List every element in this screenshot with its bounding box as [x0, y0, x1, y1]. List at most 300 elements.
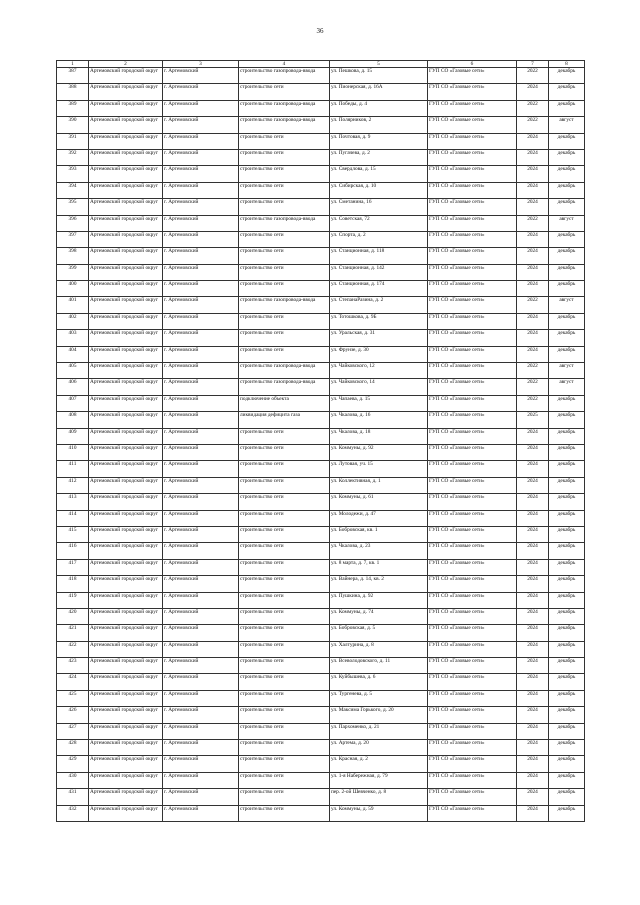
- row-number: 413: [57, 494, 89, 510]
- settlement-cell: г. Артемовский: [163, 281, 239, 297]
- organization-cell: ГУП СО «Газовые сети»: [428, 592, 517, 608]
- row-number: 395: [57, 199, 89, 215]
- work-type-cell: строительство сети: [239, 313, 330, 329]
- organization-cell: ГУП СО «Газовые сети»: [428, 281, 517, 297]
- month-cell: декабрь: [549, 543, 585, 559]
- settlement-cell: г. Артемовский: [163, 444, 239, 460]
- table-row: [57, 346, 585, 362]
- table-row: [57, 789, 585, 805]
- month-cell: декабрь: [549, 494, 585, 510]
- district-cell: Артемовский городской округ: [89, 658, 163, 674]
- table-body: [57, 68, 585, 822]
- work-type-cell: строительство газопровода-ввода: [239, 68, 330, 84]
- month-cell: декабрь: [549, 789, 585, 805]
- district-cell: Артемовский городской округ: [89, 379, 163, 395]
- district-cell: Артемовский городской округ: [89, 395, 163, 411]
- district-cell: Артемовский городской округ: [89, 707, 163, 723]
- table-row: [57, 592, 585, 608]
- month-cell: декабрь: [549, 592, 585, 608]
- organization-cell: ГУП СО «Газовые сети»: [428, 231, 517, 247]
- row-number: 416: [57, 543, 89, 559]
- address-cell: ул. Всеволодовского, д. 11: [330, 658, 428, 674]
- table-row: [57, 543, 585, 559]
- table-row: [57, 330, 585, 346]
- table-row: [57, 723, 585, 739]
- table-row: [57, 477, 585, 493]
- district-cell: Артемовский городской округ: [89, 543, 163, 559]
- organization-cell: ГУП СО «Газовые сети»: [428, 313, 517, 329]
- district-cell: Артемовский городской округ: [89, 510, 163, 526]
- district-cell: Артемовский городской округ: [89, 330, 163, 346]
- month-cell: декабрь: [549, 412, 585, 428]
- month-cell: декабрь: [549, 608, 585, 624]
- table-row: [57, 248, 585, 264]
- district-cell: Артемовский городской округ: [89, 461, 163, 477]
- work-type-cell: строительство сети: [239, 231, 330, 247]
- row-number: 410: [57, 444, 89, 460]
- work-type-cell: строительство сети: [239, 576, 330, 592]
- district-cell: Артемовский городской округ: [89, 592, 163, 608]
- district-cell: Артемовский городской округ: [89, 281, 163, 297]
- row-number: 432: [57, 805, 89, 821]
- column-header: 4: [239, 61, 330, 68]
- address-cell: ул. Спорта, д. 2: [330, 231, 428, 247]
- column-header: 3: [163, 61, 239, 68]
- year-cell: 2024: [517, 166, 549, 182]
- column-header: 1: [57, 61, 89, 68]
- district-cell: Артемовский городской округ: [89, 215, 163, 231]
- year-cell: 2022: [517, 68, 549, 84]
- organization-cell: ГУП СО «Газовые сети»: [428, 199, 517, 215]
- district-cell: Артемовский городской округ: [89, 789, 163, 805]
- district-cell: Артемовский городской округ: [89, 149, 163, 165]
- table-row: [57, 68, 585, 84]
- address-cell: ул. Красная, д. 2: [330, 756, 428, 772]
- month-cell: август: [549, 363, 585, 379]
- address-cell: ул. Чкалова, д. 23: [330, 543, 428, 559]
- row-number: 418: [57, 576, 89, 592]
- row-number: 422: [57, 641, 89, 657]
- row-number: 396: [57, 215, 89, 231]
- row-number: 393: [57, 166, 89, 182]
- district-cell: Артемовский городской округ: [89, 363, 163, 379]
- work-type-cell: строительство сети: [239, 658, 330, 674]
- year-cell: 2022: [517, 395, 549, 411]
- work-type-cell: строительство сети: [239, 756, 330, 772]
- address-cell: ул. Чкалова, д. 18: [330, 428, 428, 444]
- district-cell: Артемовский городской округ: [89, 428, 163, 444]
- table-row: [57, 182, 585, 198]
- row-number: 404: [57, 346, 89, 362]
- year-cell: 2024: [517, 330, 549, 346]
- work-type-cell: строительство сети: [239, 805, 330, 821]
- address-cell: ул. Сметанина, 16: [330, 199, 428, 215]
- address-cell: ул. Станционная, д. 174: [330, 281, 428, 297]
- address-cell: ул. Тургенева, д. 5: [330, 690, 428, 706]
- address-cell: ул. Коммуны, д. 61: [330, 494, 428, 510]
- settlement-cell: г. Артемовский: [163, 740, 239, 756]
- settlement-cell: г. Артемовский: [163, 805, 239, 821]
- month-cell: декабрь: [549, 149, 585, 165]
- column-header: 7: [517, 61, 549, 68]
- district-cell: Артемовский городской округ: [89, 772, 163, 788]
- organization-cell: ГУП СО «Газовые сети»: [428, 674, 517, 690]
- settlement-cell: г. Артемовский: [163, 658, 239, 674]
- year-cell: 2024: [517, 133, 549, 149]
- year-cell: 2024: [517, 477, 549, 493]
- address-cell: ул. Пушкина, д. 92: [330, 592, 428, 608]
- address-cell: ул. Вайнера, д. 14, кв. 2: [330, 576, 428, 592]
- work-type-cell: строительство сети: [239, 428, 330, 444]
- table-row: [57, 641, 585, 657]
- settlement-cell: г. Артемовский: [163, 215, 239, 231]
- table-row: [57, 281, 585, 297]
- district-cell: Артемовский городской округ: [89, 477, 163, 493]
- address-cell: ул. Полярников, 2: [330, 117, 428, 133]
- settlement-cell: г. Артемовский: [163, 461, 239, 477]
- table-row: [57, 444, 585, 460]
- work-type-cell: строительство сети: [239, 608, 330, 624]
- column-header: 5: [330, 61, 428, 68]
- organization-cell: ГУП СО «Газовые сети»: [428, 740, 517, 756]
- address-cell: ул. Чайковского, 12: [330, 363, 428, 379]
- organization-cell: ГУП СО «Газовые сети»: [428, 625, 517, 641]
- month-cell: декабрь: [549, 707, 585, 723]
- address-cell: ул. Пархоменко, д. 21: [330, 723, 428, 739]
- month-cell: декабрь: [549, 199, 585, 215]
- organization-cell: ГУП СО «Газовые сети»: [428, 166, 517, 182]
- table-row: [57, 805, 585, 821]
- address-cell: ул. Сибирская, д. 10: [330, 182, 428, 198]
- district-cell: Артемовский городской округ: [89, 100, 163, 116]
- page-number: 36: [316, 27, 324, 35]
- table-row: [57, 576, 585, 592]
- table-row: [57, 494, 585, 510]
- year-cell: 2024: [517, 510, 549, 526]
- district-cell: Артемовский городской округ: [89, 805, 163, 821]
- work-type-cell: строительство сети: [239, 625, 330, 641]
- row-number: 421: [57, 625, 89, 641]
- district-cell: Артемовский городской округ: [89, 723, 163, 739]
- row-number: 397: [57, 231, 89, 247]
- month-cell: декабрь: [549, 576, 585, 592]
- organization-cell: ГУП СО «Газовые сети»: [428, 772, 517, 788]
- month-cell: декабрь: [549, 68, 585, 84]
- organization-cell: ГУП СО «Газовые сети»: [428, 133, 517, 149]
- row-number: 430: [57, 772, 89, 788]
- address-cell: ул. СтепанаРазина, д. 2: [330, 297, 428, 313]
- district-cell: Артемовский городской округ: [89, 608, 163, 624]
- address-cell: ул. Куйбышева, д. 6: [330, 674, 428, 690]
- table-row: [57, 740, 585, 756]
- year-cell: 2024: [517, 608, 549, 624]
- row-number: 408: [57, 412, 89, 428]
- month-cell: декабрь: [549, 690, 585, 706]
- work-type-cell: строительство сети: [239, 330, 330, 346]
- table-row: [57, 461, 585, 477]
- table-row: [57, 264, 585, 280]
- organization-cell: ГУП СО «Газовые сети»: [428, 461, 517, 477]
- organization-cell: ГУП СО «Газовые сети»: [428, 412, 517, 428]
- month-cell: декабрь: [549, 182, 585, 198]
- year-cell: 2024: [517, 576, 549, 592]
- settlement-cell: г. Артемовский: [163, 248, 239, 264]
- month-cell: декабрь: [549, 510, 585, 526]
- month-cell: декабрь: [549, 444, 585, 460]
- row-number: 394: [57, 182, 89, 198]
- work-type-cell: строительство сети: [239, 510, 330, 526]
- column-header: 6: [428, 61, 517, 68]
- work-type-cell: строительство сети: [239, 543, 330, 559]
- settlement-cell: г. Артемовский: [163, 412, 239, 428]
- organization-cell: ГУП СО «Газовые сети»: [428, 494, 517, 510]
- work-type-cell: строительство сети: [239, 84, 330, 100]
- month-cell: декабрь: [549, 641, 585, 657]
- organization-cell: ГУП СО «Газовые сети»: [428, 690, 517, 706]
- year-cell: 2024: [517, 641, 549, 657]
- table-row: [57, 395, 585, 411]
- settlement-cell: г. Артемовский: [163, 297, 239, 313]
- year-cell: 2022: [517, 215, 549, 231]
- table-row: [57, 756, 585, 772]
- settlement-cell: г. Артемовский: [163, 428, 239, 444]
- row-number: 425: [57, 690, 89, 706]
- table-row: [57, 690, 585, 706]
- month-cell: декабрь: [549, 313, 585, 329]
- gas-network-table: [56, 60, 585, 822]
- work-type-cell: строительство сети: [239, 281, 330, 297]
- row-number: 429: [57, 756, 89, 772]
- row-number: 392: [57, 149, 89, 165]
- row-number: 388: [57, 84, 89, 100]
- row-number: 400: [57, 281, 89, 297]
- row-number: 406: [57, 379, 89, 395]
- work-type-cell: строительство сети: [239, 461, 330, 477]
- settlement-cell: г. Артемовский: [163, 772, 239, 788]
- organization-cell: ГУП СО «Газовые сети»: [428, 264, 517, 280]
- settlement-cell: г. Артемовский: [163, 641, 239, 657]
- month-cell: декабрь: [549, 231, 585, 247]
- row-number: 423: [57, 658, 89, 674]
- year-cell: 2024: [517, 805, 549, 821]
- settlement-cell: г. Артемовский: [163, 526, 239, 542]
- district-cell: Артемовский городской округ: [89, 133, 163, 149]
- work-type-cell: строительство сети: [239, 592, 330, 608]
- organization-cell: ГУП СО «Газовые сети»: [428, 789, 517, 805]
- organization-cell: ГУП СО «Газовые сети»: [428, 395, 517, 411]
- year-cell: 2024: [517, 707, 549, 723]
- year-cell: 2022: [517, 117, 549, 133]
- address-cell: ул. Бобровская, д. 5: [330, 625, 428, 641]
- row-number: 426: [57, 707, 89, 723]
- year-cell: 2024: [517, 674, 549, 690]
- district-cell: Артемовский городской округ: [89, 740, 163, 756]
- year-cell: 2022: [517, 379, 549, 395]
- settlement-cell: г. Артемовский: [163, 690, 239, 706]
- row-number: 407: [57, 395, 89, 411]
- district-cell: Артемовский городской округ: [89, 576, 163, 592]
- row-number: 402: [57, 313, 89, 329]
- district-cell: Артемовский городской округ: [89, 231, 163, 247]
- organization-cell: ГУП СО «Газовые сети»: [428, 363, 517, 379]
- district-cell: Артемовский городской округ: [89, 117, 163, 133]
- row-number: 391: [57, 133, 89, 149]
- year-cell: 2024: [517, 789, 549, 805]
- table-row: [57, 117, 585, 133]
- address-cell: ул. Коммуны, д. 74: [330, 608, 428, 624]
- year-cell: 2024: [517, 182, 549, 198]
- settlement-cell: г. Артемовский: [163, 199, 239, 215]
- work-type-cell: строительство сети: [239, 477, 330, 493]
- settlement-cell: г. Артемовский: [163, 182, 239, 198]
- address-cell: ул. Коммуны, д. 59: [330, 805, 428, 821]
- work-type-cell: строительство сети: [239, 346, 330, 362]
- settlement-cell: г. Артемовский: [163, 723, 239, 739]
- settlement-cell: г. Артемовский: [163, 559, 239, 575]
- table-row: [57, 297, 585, 313]
- district-cell: Артемовский городской округ: [89, 248, 163, 264]
- district-cell: Артемовский городской округ: [89, 199, 163, 215]
- settlement-cell: г. Артемовский: [163, 592, 239, 608]
- address-cell: ул. Артема, д. 20: [330, 740, 428, 756]
- year-cell: 2024: [517, 592, 549, 608]
- work-type-cell: строительство газопровода-ввода: [239, 117, 330, 133]
- year-cell: 2024: [517, 444, 549, 460]
- address-cell: ул. Станционная, д. 118: [330, 248, 428, 264]
- row-number: 401: [57, 297, 89, 313]
- table-row: [57, 149, 585, 165]
- table-row: [57, 84, 585, 100]
- year-cell: 2025: [517, 412, 549, 428]
- work-type-cell: строительство сети: [239, 723, 330, 739]
- settlement-cell: г. Артемовский: [163, 379, 239, 395]
- year-cell: 2024: [517, 690, 549, 706]
- address-cell: ул. Молодежи, д. 47: [330, 510, 428, 526]
- address-cell: ул. Коммуны, д. 92: [330, 444, 428, 460]
- address-cell: ул. Халтурина, д. 8: [330, 641, 428, 657]
- organization-cell: ГУП СО «Газовые сети»: [428, 68, 517, 84]
- row-number: 420: [57, 608, 89, 624]
- row-number: 409: [57, 428, 89, 444]
- row-number: 403: [57, 330, 89, 346]
- work-type-cell: строительство сети: [239, 166, 330, 182]
- settlement-cell: г. Артемовский: [163, 149, 239, 165]
- address-cell: ул. Станционная, д. 142: [330, 264, 428, 280]
- district-cell: Артемовский городской округ: [89, 756, 163, 772]
- month-cell: декабрь: [549, 84, 585, 100]
- row-number: 389: [57, 100, 89, 116]
- district-cell: Артемовский городской округ: [89, 297, 163, 313]
- table-row: [57, 625, 585, 641]
- year-cell: 2024: [517, 199, 549, 215]
- month-cell: декабрь: [549, 740, 585, 756]
- year-cell: 2024: [517, 559, 549, 575]
- month-cell: декабрь: [549, 559, 585, 575]
- settlement-cell: г. Артемовский: [163, 363, 239, 379]
- year-cell: 2024: [517, 658, 549, 674]
- year-cell: 2022: [517, 297, 549, 313]
- settlement-cell: г. Артемовский: [163, 166, 239, 182]
- month-cell: декабрь: [549, 805, 585, 821]
- column-header: 8: [549, 61, 585, 68]
- table-row: [57, 166, 585, 182]
- district-cell: Артемовский городской округ: [89, 494, 163, 510]
- table-row: [57, 428, 585, 444]
- organization-cell: ГУП СО «Газовые сети»: [428, 117, 517, 133]
- organization-cell: ГУП СО «Газовые сети»: [428, 297, 517, 313]
- organization-cell: ГУП СО «Газовые сети»: [428, 149, 517, 165]
- settlement-cell: г. Артемовский: [163, 477, 239, 493]
- row-number: 411: [57, 461, 89, 477]
- table-row: [57, 674, 585, 690]
- row-number: 399: [57, 264, 89, 280]
- row-number: 405: [57, 363, 89, 379]
- month-cell: декабрь: [549, 133, 585, 149]
- work-type-cell: строительство газопровода-ввода: [239, 363, 330, 379]
- organization-cell: ГУП СО «Газовые сети»: [428, 100, 517, 116]
- organization-cell: ГУП СО «Газовые сети»: [428, 543, 517, 559]
- organization-cell: ГУП СО «Газовые сети»: [428, 477, 517, 493]
- district-cell: Артемовский городской округ: [89, 625, 163, 641]
- year-cell: 2024: [517, 149, 549, 165]
- work-type-cell: строительство сети: [239, 133, 330, 149]
- address-cell: ул. Почтовая, д. 9: [330, 133, 428, 149]
- settlement-cell: г. Артемовский: [163, 395, 239, 411]
- work-type-cell: строительство газопровода-ввода: [239, 215, 330, 231]
- address-cell: ул. Максима Горького, д. 20: [330, 707, 428, 723]
- work-type-cell: строительство сети: [239, 182, 330, 198]
- settlement-cell: г. Артемовский: [163, 100, 239, 116]
- year-cell: 2024: [517, 756, 549, 772]
- row-number: 427: [57, 723, 89, 739]
- work-type-cell: строительство газопровода-ввода: [239, 297, 330, 313]
- work-type-cell: строительство сети: [239, 199, 330, 215]
- header-row: [57, 61, 585, 68]
- settlement-cell: г. Артемовский: [163, 313, 239, 329]
- row-number: 387: [57, 68, 89, 84]
- district-cell: Артемовский городской округ: [89, 84, 163, 100]
- district-cell: Артемовский городской округ: [89, 559, 163, 575]
- organization-cell: ГУП СО «Газовые сети»: [428, 805, 517, 821]
- organization-cell: ГУП СО «Газовые сети»: [428, 576, 517, 592]
- year-cell: 2024: [517, 772, 549, 788]
- table-row: [57, 231, 585, 247]
- month-cell: декабрь: [549, 330, 585, 346]
- row-number: 390: [57, 117, 89, 133]
- row-number: 428: [57, 740, 89, 756]
- month-cell: август: [549, 117, 585, 133]
- organization-cell: ГУП СО «Газовые сети»: [428, 428, 517, 444]
- year-cell: 2024: [517, 84, 549, 100]
- year-cell: 2024: [517, 526, 549, 542]
- settlement-cell: г. Артемовский: [163, 674, 239, 690]
- settlement-cell: г. Артемовский: [163, 707, 239, 723]
- table-row: [57, 199, 585, 215]
- settlement-cell: г. Артемовский: [163, 494, 239, 510]
- organization-cell: ГУП СО «Газовые сети»: [428, 559, 517, 575]
- table-row: [57, 772, 585, 788]
- year-cell: 2024: [517, 281, 549, 297]
- work-type-cell: строительство сети: [239, 494, 330, 510]
- organization-cell: ГУП СО «Газовые сети»: [428, 182, 517, 198]
- address-cell: ул. Чапаева, д. 15: [330, 395, 428, 411]
- district-cell: Артемовский городской округ: [89, 313, 163, 329]
- organization-cell: ГУП СО «Газовые сети»: [428, 707, 517, 723]
- settlement-cell: г. Артемовский: [163, 330, 239, 346]
- district-cell: Артемовский городской округ: [89, 182, 163, 198]
- address-cell: ул. Бобровская, кв. 1: [330, 526, 428, 542]
- work-type-cell: строительство газопровода-ввода: [239, 379, 330, 395]
